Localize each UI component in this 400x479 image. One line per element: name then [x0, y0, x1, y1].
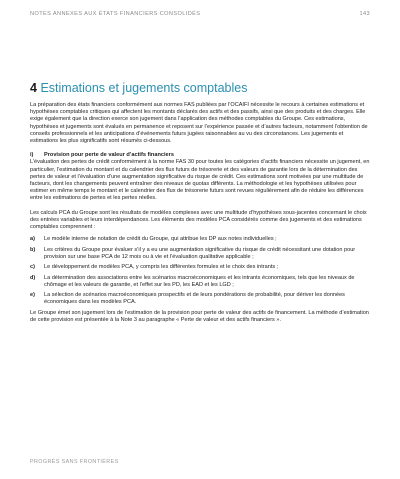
subsection-marker: i): [30, 152, 34, 159]
list-item: [30, 247, 372, 261]
list-item-marker: e): [30, 292, 35, 299]
subsection-paragraph-2: Les calculs PCA du Groupe sont les résultats de modèles complexes avec une multitude d’hypothèses sous-jacentes concernant le choix des entrées variables et leurs interdépendances. Les éléments des modèles PCA considérés comme des jugements et des estimations comptables comprennent :: [30, 209, 367, 231]
page-footer: PROGRÈS SANS FRONTIÈRES: [30, 459, 119, 465]
section-number: 4: [30, 81, 37, 95]
running-header: [30, 11, 370, 17]
running-header-title: NOTES ANNEXES AUX ÉTATS FINANCIERS CONSOLIDÉS: [30, 11, 201, 17]
list-item-text: Les critères du Groupe pour évaluer s’il y a eu une augmentation significative du risque de crédit nécessitant une dotation pour provision sur une base PCA de 12 mois ou à vie et l’évaluation qualitative applicable ;: [44, 246, 356, 260]
intro-paragraph: La préparation des états financiers conformément aux normes FAS publiées par l’OCAIFI nécessite le recours à certaines estimations et hypothèses comptables critiques qui affectent les montants déclarés des actifs et des passifs, ainsi que des produits et des charges. Elle exige également que la direction exerce son jugement dans l’application des méthodes comptables du Groupe. Ces estimations, hypothèses et jugements sont évalués en permanence et reposent sur l’expérience passée et d’autres facteurs, notamment l’obtention de conseils professionnels et les anticipations d’événements futurs jugées raisonnables au vu des circonstances. Les jugements et estimations les plus significatifs sont résumés ci-dessous.: [30, 102, 368, 145]
list-item-marker: d): [30, 274, 36, 281]
section-title: Estimations et jugements comptables: [40, 81, 248, 95]
list-item-text: Le développement de modèles PCA, y compris les différentes formules et le choix des intrants ;: [44, 264, 279, 271]
subsection-heading: [30, 152, 372, 159]
list-item-marker: b): [30, 246, 36, 253]
subsection-paragraph-1: L’évaluation des pertes de crédit conformément à la norme FAS 30 pour toutes les catégories d’actifs financiers nécessite un jugement, en particulier, l’estimation du montant et du calendrier des flux futurs de trésorerie et des valeurs de garantie lors de la détermination des pertes de valeur et l’évaluation d’une augmentation significative du risque de crédit. Ces estimations sont motivées par une multitude de facteurs, dont les changements peuvent entraîner des niveaux de quotas différents. La méthodologie et les hypothèses utilisées pour estimer en même temps le montant et le calendrier des flux de trésorerie futurs sont revues régulièrement afin de réduire les différences entre les estimations de pertes et les pertes réelles.: [30, 159, 370, 202]
judgement-list: [30, 236, 372, 306]
list-item-marker: a): [30, 236, 35, 243]
list-item: [30, 275, 372, 289]
list-item-marker: c): [30, 264, 35, 271]
list-item: [30, 292, 372, 306]
list-item: [30, 264, 372, 271]
list-item-text: La sélection de scénarios macroéconomiques prospectifs et de leurs pondérations de probabilité, pour dériver les données économiques dans les modèles PCA.: [44, 292, 345, 306]
list-item: [30, 236, 372, 243]
closing-paragraph: Le Groupe émet son jugement lors de l’estimation de la provision pour perte de valeur des actifs de financement. La méthode d’estimation de cette provision est présentée à la Note 3 au paragraphe « Perte de valeur et des actifs financiers ».: [30, 309, 369, 324]
section-heading: [30, 80, 372, 96]
list-item-text: La détermination des associations entre les scénarios macroéconomiques et les intrants économiques, tels que les niveaux de chômage et les valeurs de garantie, et l’effet sur les PD, les EAD et les LGD ;: [44, 274, 355, 288]
page-number: 143: [359, 11, 370, 17]
main-content: [30, 80, 372, 324]
subsection-title: Provision pour perte de valeur d’actifs financiers: [44, 152, 174, 159]
list-item-text: Le modèle interne de notation de crédit du Groupe, qui attribue les DP aux notes individuelles ;: [44, 236, 277, 243]
